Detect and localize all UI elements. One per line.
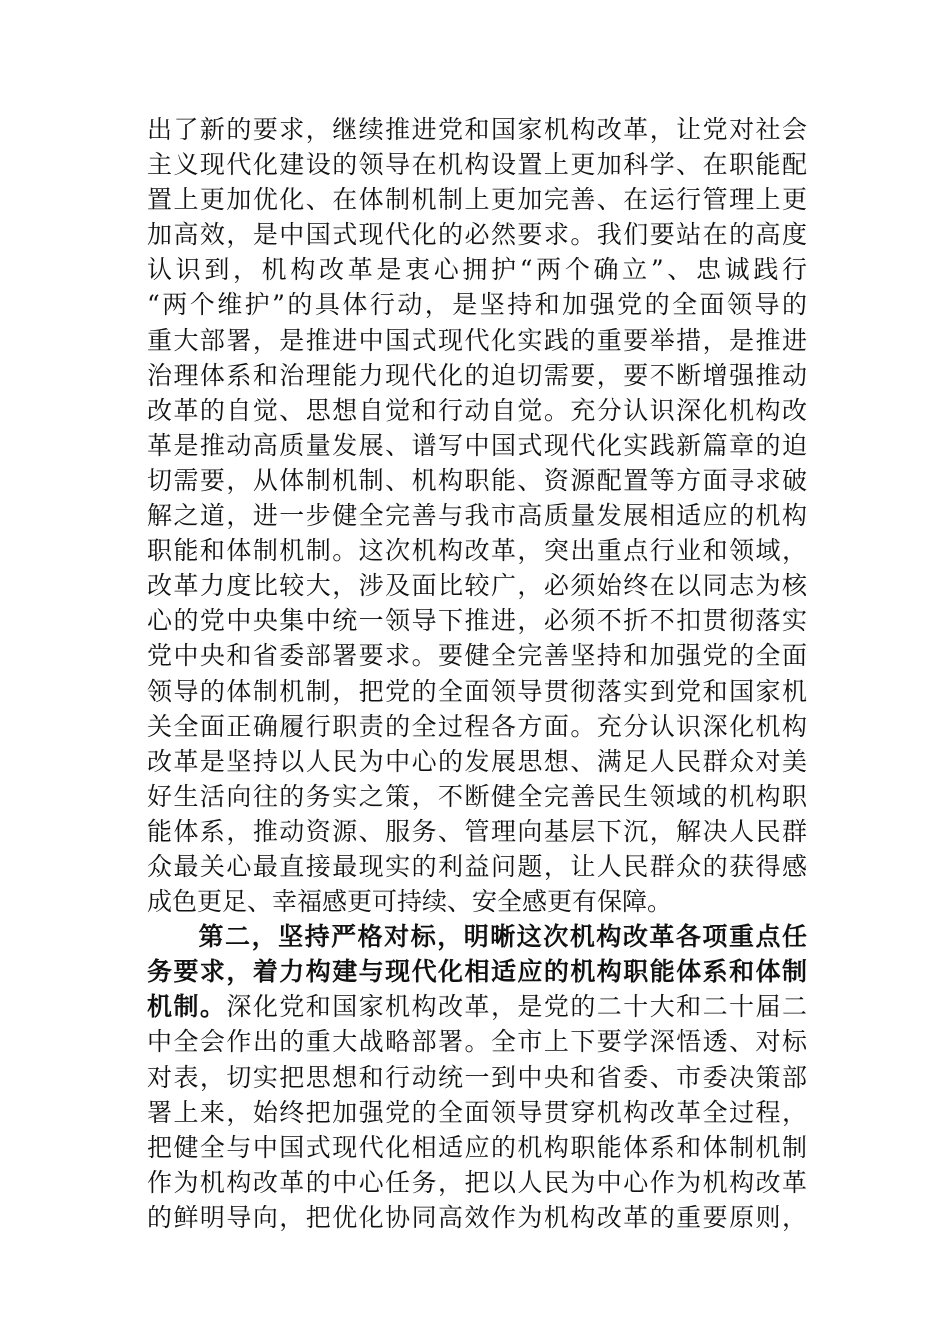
- text-line: 重大部署，是推进中国式现代化实践的重要举措，是推进: [147, 325, 807, 355]
- text-line: 对表，切实把思想和行动统一到中央和省委、市委决策部: [147, 1062, 807, 1092]
- text-line: “两个维护”的具体行动，是坚持和加强党的全面领导的: [147, 290, 807, 320]
- text-line: 改革的自觉、思想自觉和行动自觉。充分认识深化机构改: [147, 395, 807, 425]
- bold-heading-text: 第二，坚持严格对标，明晰这次机构改革各项重点任: [197, 922, 807, 952]
- text-line: 改革力度比较大，涉及面比较广，必须始终在以同志为核: [147, 571, 807, 601]
- text-line: 心的党中央集中统一领导下推进，必须不折不扣贯彻落实: [147, 606, 807, 636]
- text-line: 署上来，始终把加强党的全面领导贯穿机构改革全过程，: [147, 1097, 807, 1127]
- text-line: 领导的体制机制，把党的全面领导贯彻落实到党和国家机: [147, 676, 807, 706]
- text-line: 革是推动高质量发展、谱写中国式现代化实践新篇章的迫: [147, 430, 807, 460]
- text-line: 解之道，进一步健全完善与我市高质量发展相适应的机构: [147, 501, 807, 531]
- text-line: 作为机构改革的中心任务，把以人民为中心作为机构改革: [147, 1167, 807, 1197]
- paragraph-1: [147, 112, 807, 919]
- text-line: 加高效，是中国式现代化的必然要求。我们要站在的高度: [147, 220, 807, 250]
- text-line: 好生活向往的务实之策，不断健全完善民生领域的机构职: [147, 781, 807, 811]
- text-line: 的鲜明导向，把优化协同高效作为机构改革的重要原则，: [147, 1202, 807, 1232]
- paragraph-2: [147, 919, 807, 1235]
- text-line-bold: 务要求，着力构建与现代化相适应的机构职能体系和体制: [147, 957, 807, 987]
- text-line: 主义现代化建设的领导在机构设置上更加科学、在职能配: [147, 150, 807, 180]
- text-line: 改革是坚持以人民为中心的发展思想、满足人民群众对美: [147, 746, 807, 776]
- text-line-bold: [147, 919, 807, 954]
- text-line: 出了新的要求，继续推进党和国家机构改革，让党对社会: [147, 115, 807, 144]
- text-line: 能体系，推动资源、服务、管理向基层下沉，解决人民群: [147, 816, 807, 846]
- text-line: 中全会作出的重大战略部署。全市上下要学深悟透、对标: [147, 1027, 807, 1057]
- text-line: 职能和体制机制。这次机构改革，突出重点行业和领域，: [147, 536, 807, 566]
- text-line: 成色更足、幸福感更可持续、安全感更有保障。: [147, 887, 673, 917]
- text-line: 置上更加优化、在体制机制上更加完善、在运行管理上更: [147, 185, 807, 215]
- text-line: 切需要，从体制机制、机构职能、资源配置等方面寻求破: [147, 465, 807, 495]
- text-line: 党中央和省委部署要求。要健全完善坚持和加强党的全面: [147, 641, 807, 671]
- text-line: 关全面正确履行职责的全过程各方面。充分认识深化机构: [147, 711, 807, 741]
- text-line: 认识到，机构改革是衷心拥护“两个确立”、忠诚践行: [147, 255, 807, 285]
- text-line: [147, 989, 807, 1024]
- body-text: 深化党和国家机构改革，是党的二十大和二十届二: [226, 992, 807, 1022]
- text-line: 把健全与中国式现代化相适应的机构职能体系和体制机制: [147, 1132, 807, 1162]
- bold-heading-text: 机制。: [147, 992, 227, 1022]
- text-line: 众最关心最直接最现实的利益问题，让人民群众的获得感: [147, 851, 807, 881]
- text-line: 治理体系和治理能力现代化的迫切需要，要不断增强推动: [147, 360, 807, 390]
- document-body: [147, 112, 807, 1235]
